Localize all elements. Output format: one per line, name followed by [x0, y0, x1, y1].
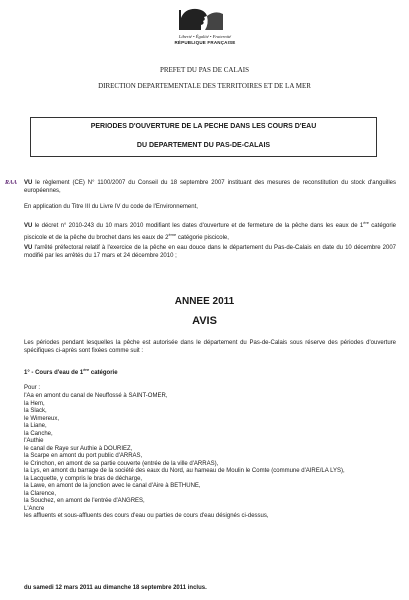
- prefet-heading: PREFET DU PAS DE CALAIS: [159, 66, 250, 74]
- list-item: le Crinchon, en amont de sa partie couverte (entrée de la ville d'ARRAS),: [24, 460, 219, 467]
- category-heading-sup: ère: [83, 367, 90, 372]
- margin-note: RAA: [5, 180, 18, 186]
- category-heading-a: 1° - Cours d'eau de 1: [24, 370, 84, 376]
- application-text: En application du Titre III du Livre IV du code de l'Environnement,: [24, 204, 198, 210]
- list-item: la Slack,: [24, 408, 47, 414]
- river-list: [24, 393, 394, 521]
- title-line-2: DU DEPARTEMENT DU PAS-DE-CALAIS: [136, 142, 271, 149]
- list-item: la Lawe, en amont de la jonction avec le canal d'Aire à BETHUNE,: [24, 483, 201, 489]
- title-line-1: PERIODES D'OUVERTURE DE LA PECHE DANS LES COURS D'EAU: [90, 123, 317, 130]
- list-item: la Liane,: [24, 423, 47, 429]
- visa-3-label: VU: [24, 245, 33, 251]
- visa-2: [24, 219, 396, 242]
- category-heading: [24, 366, 118, 378]
- visa-1-label: VU: [24, 180, 33, 186]
- list-item: la Lys, en amont du barrage de la société des eaux du Nord, au hameau de Moulin le Comte (commune d'AIRE/LA LYS),: [24, 468, 345, 474]
- visa-3: [24, 245, 396, 260]
- logo-republique: RÉPUBLIQUE FRANÇAISE: [174, 40, 236, 45]
- list-item: l'Aa en amont du canal de Neuffossé à SAINT-OMER,: [24, 393, 168, 399]
- list-item: le Wimereux,: [24, 415, 60, 422]
- list-item: les affluents et sous-affluents des cours d'eau ou parties de cours d'eau désignés ci-dessus,: [24, 513, 269, 519]
- list-item: la Clarence,: [24, 490, 57, 497]
- list-item: la Hem,: [24, 400, 45, 407]
- list-item: la Lacquette, y compris le bras de décharge,: [24, 475, 143, 482]
- list-item: le canal de Raye sur Authie à DOURIEZ,: [24, 445, 133, 452]
- intro-paragraph: Les périodes pendant lesquelles la pêche est autorisée dans le département du Pas-de-Calais sous réserve des périodes d'ouverture spécifiques ci-après sont fixées comme suit :: [24, 340, 396, 354]
- marianne-logo: [177, 6, 227, 32]
- avis-heading: AVIS: [192, 315, 217, 327]
- list-item: la Souchez, en amont de l'entrée d'ANGRES,: [24, 498, 145, 504]
- list-item: la Scarpe en amont du port public d'ARRAS,: [24, 453, 143, 459]
- visa-2-text-c: catégorie piscicole,: [176, 234, 229, 241]
- list-item: l'Authie: [24, 438, 44, 444]
- direction-heading: DIRECTION DEPARTEMENTALE DES TERRITOIRES ET DE LA MER: [98, 82, 311, 90]
- category-heading-b: catégorie: [89, 370, 118, 376]
- visa-2-sup-2: ème: [168, 231, 177, 237]
- visa-1: [24, 180, 396, 195]
- season-dates: du samedi 12 mars 2011 au dimanche 18 septembre 2011 inclus.: [24, 585, 207, 591]
- pour-label: Pour :: [24, 385, 41, 391]
- visa-2-text-b: catégorie piscicole et de la pêche du brochet dans les eaux de 2: [24, 223, 396, 241]
- list-item: L'Ancre: [24, 505, 45, 512]
- logo-motto: Liberté • Égalité • Fraternité: [178, 34, 232, 39]
- visa-2-sup-1: ère: [363, 220, 369, 225]
- visa-2-label: VU: [24, 223, 33, 229]
- annee-heading: ANNEE 2011: [174, 296, 235, 307]
- list-item: la Canche,: [24, 430, 53, 437]
- visa-3-text: l'arrêté préfectoral relatif à l'exercice de la pêche en eau douce dans le département du Pas-de-Calais en date du 10 décembre 2007 modifié par les arrêtés du 17 mars et 24 décembre 2010 ;: [24, 245, 396, 259]
- title-box: [30, 117, 377, 157]
- visa-2-text-a: le décret n° 2010-243 du 10 mars 2010 modifiant les dates d'ouverture et de fermeture de la pêche dans les eaux de 1: [32, 223, 364, 229]
- visa-1-text: le règlement (CE) N° 1100/2007 du Conseil du 18 septembre 2007 instituant des mesures de reconstitution du stock d'anguilles européennes,: [24, 180, 396, 194]
